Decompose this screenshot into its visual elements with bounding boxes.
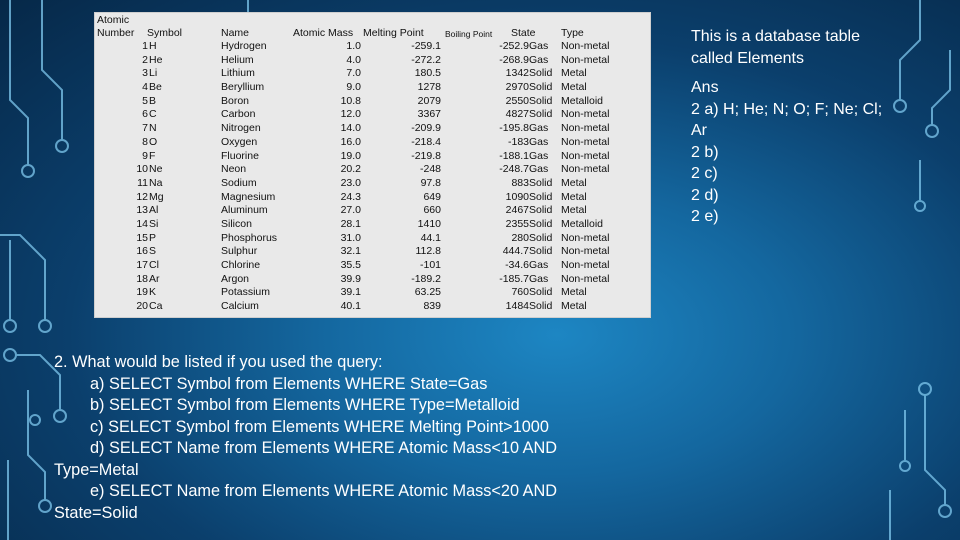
- header-atomic: Atomic: [97, 14, 130, 26]
- name-cell: Beryllium: [221, 81, 265, 94]
- header-boiling-point: Boiling Point: [445, 29, 493, 39]
- symbol-cell: Ar: [149, 272, 160, 285]
- melting-point-cell: 1410: [417, 217, 441, 230]
- boiling-point-cell: -252.9: [499, 40, 529, 52]
- answer-line: 2 d): [691, 186, 719, 204]
- header-atomic-mass: Atomic Mass: [293, 27, 354, 39]
- type-cell: Metalloid: [561, 217, 604, 230]
- answer-line: 2 a) H; He; N; O; F; Ne; Cl;: [691, 100, 883, 118]
- name-cell: Lithium: [221, 67, 255, 80]
- atomic-number-cell: 1: [142, 40, 148, 52]
- answer-line: 2 e): [691, 208, 719, 225]
- boiling-point-cell: 1090: [505, 190, 529, 203]
- symbol-cell: Cl: [149, 259, 159, 271]
- type-cell: Non-metal: [561, 272, 610, 285]
- name-cell: Magnesium: [221, 190, 276, 203]
- name-cell: Calcium: [221, 300, 259, 313]
- melting-point-cell: 3367: [417, 108, 441, 121]
- atomic-number-cell: 7: [142, 122, 148, 135]
- header-number: Number: [97, 27, 135, 39]
- state-cell: Solid: [529, 176, 553, 189]
- column-boiling-point: [465, 40, 529, 314]
- boiling-point-cell: 883: [511, 176, 529, 189]
- boiling-point-cell: 2467: [505, 204, 529, 217]
- header-state: State: [511, 27, 536, 39]
- boiling-point-cell: 2970: [505, 81, 529, 94]
- symbol-cell: Al: [149, 204, 159, 217]
- symbol-cell: Mg: [149, 190, 164, 203]
- column-name: [221, 40, 277, 314]
- boiling-point-cell: -268.9: [499, 53, 529, 66]
- name-cell: Nitrogen: [221, 122, 261, 135]
- boiling-point-cell: -248.7: [499, 163, 529, 176]
- state-cell: Gas: [529, 40, 549, 52]
- symbol-cell: O: [149, 135, 158, 148]
- name-cell: Sulphur: [221, 245, 258, 258]
- name-cell: Chlorine: [221, 259, 261, 271]
- name-cell: Sodium: [221, 176, 257, 189]
- state-cell: Solid: [529, 245, 553, 258]
- symbol-cell: S: [149, 245, 157, 258]
- state-cell: Solid: [529, 81, 553, 94]
- atomic-mass-cell: 24.3: [340, 190, 361, 203]
- atomic-number-cell: 15: [136, 231, 148, 244]
- atomic-mass-cell: 20.2: [340, 163, 361, 176]
- symbol-cell: He: [149, 53, 163, 66]
- atomic-number-cell: 16: [136, 245, 148, 258]
- boiling-point-cell: 2355: [505, 217, 529, 230]
- answers-heading: Ans: [691, 79, 719, 96]
- state-cell: Gas: [529, 122, 549, 135]
- query-b: b) SELECT Symbol from Elements WHERE Type=Metalloid: [90, 396, 520, 414]
- melting-point-cell: -259.1: [411, 40, 441, 52]
- atomic-mass-cell: 23.0: [340, 176, 361, 189]
- atomic-mass-cell: 16.0: [340, 135, 361, 148]
- atomic-number-cell: 8: [142, 135, 148, 148]
- name-cell: Hydrogen: [221, 40, 267, 52]
- melting-point-cell: 839: [423, 300, 441, 313]
- type-cell: Metalloid: [561, 94, 604, 107]
- column-type: [561, 40, 609, 314]
- melting-point-cell: 63.25: [414, 286, 441, 299]
- atomic-number-cell: 4: [142, 81, 148, 94]
- melting-point-cell: 44.1: [420, 231, 441, 244]
- query-c: c) SELECT Symbol from Elements WHERE Melting Point>1000: [90, 417, 549, 436]
- atomic-number-cell: 19: [136, 286, 148, 299]
- atomic-number-cell: 3: [142, 67, 148, 80]
- column-melting-point: [391, 40, 441, 314]
- state-cell: Solid: [529, 300, 553, 313]
- boiling-point-cell: -185.7: [499, 272, 529, 285]
- column-symbol: [149, 40, 164, 314]
- melting-point-cell: -272.2: [411, 53, 441, 66]
- type-cell: Non-metal: [561, 231, 610, 244]
- atomic-number-cell: 20: [136, 300, 148, 313]
- header-melting-point: Melting Point: [363, 27, 424, 39]
- melting-point-cell: 112.8: [415, 245, 441, 258]
- state-cell: Gas: [529, 272, 549, 285]
- state-cell: Solid: [529, 286, 553, 299]
- type-cell: Metal: [561, 300, 587, 313]
- symbol-cell: Li: [149, 67, 158, 80]
- type-cell: Non-metal: [561, 163, 610, 176]
- query-e-continuation: State=Solid: [54, 503, 138, 522]
- atomic-mass-cell: 39.9: [340, 272, 361, 285]
- description-line: This is a database table: [691, 28, 860, 45]
- atomic-mass-cell: 12.0: [340, 108, 361, 121]
- type-cell: Metal: [561, 67, 587, 80]
- name-cell: Boron: [221, 94, 250, 107]
- atomic-mass-cell: 28.1: [340, 217, 361, 230]
- symbol-cell: Si: [149, 217, 159, 230]
- atomic-number-cell: 18: [136, 272, 148, 285]
- type-cell: Non-metal: [561, 259, 610, 271]
- melting-point-cell: -209.9: [411, 122, 441, 135]
- state-cell: Solid: [529, 108, 553, 121]
- symbol-cell: N: [149, 122, 157, 135]
- type-cell: Non-metal: [561, 53, 610, 66]
- boiling-point-cell: -188.1: [499, 149, 529, 162]
- answers-block: [691, 77, 882, 228]
- melting-point-cell: 660: [423, 204, 441, 217]
- boiling-point-cell: 444.7: [502, 245, 529, 258]
- atomic-mass-cell: 35.5: [340, 259, 361, 271]
- boiling-point-cell: 760: [511, 286, 529, 299]
- answer-line: 2 b): [691, 143, 719, 161]
- type-cell: Non-metal: [561, 245, 610, 258]
- name-cell: Oxygen: [221, 135, 258, 148]
- atomic-mass-cell: 4.0: [346, 53, 361, 66]
- symbol-cell: K: [149, 286, 157, 299]
- name-cell: Argon: [221, 272, 250, 285]
- type-cell: Non-metal: [561, 108, 610, 121]
- state-cell: Gas: [529, 135, 549, 148]
- atomic-number-cell: 2: [142, 53, 148, 66]
- state-cell: Solid: [529, 67, 553, 80]
- type-cell: Metal: [561, 286, 587, 299]
- atomic-mass-cell: 27.0: [340, 204, 361, 217]
- melting-point-cell: 1278: [417, 81, 441, 94]
- type-cell: Non-metal: [561, 135, 610, 148]
- boiling-point-cell: 4827: [505, 108, 529, 121]
- boiling-point-cell: -34.6: [505, 259, 529, 271]
- header-name: Name: [221, 27, 250, 39]
- state-cell: Gas: [529, 149, 549, 162]
- boiling-point-cell: 1342: [505, 67, 529, 80]
- melting-point-cell: -219.8: [411, 149, 441, 162]
- header-type: Type: [561, 27, 584, 39]
- type-cell: Metal: [561, 190, 587, 203]
- atomic-number-cell: 14: [136, 217, 148, 230]
- state-cell: Solid: [529, 204, 553, 217]
- melting-point-cell: 97.8: [420, 176, 441, 189]
- symbol-cell: C: [149, 108, 157, 121]
- atomic-mass-cell: 7.0: [346, 67, 361, 80]
- state-cell: Solid: [529, 190, 553, 203]
- symbol-cell: H: [149, 40, 157, 52]
- column-atomic-mass: [315, 40, 361, 314]
- name-cell: Neon: [221, 163, 247, 176]
- atomic-number-cell: 5: [142, 94, 148, 107]
- atomic-number-cell: 13: [136, 204, 148, 217]
- type-cell: Metal: [561, 176, 587, 189]
- name-cell: Phosphorus: [221, 231, 278, 244]
- atomic-mass-cell: 19.0: [340, 149, 361, 162]
- elements-table: [94, 12, 651, 318]
- symbol-cell: Ca: [149, 300, 163, 313]
- symbol-cell: Ne: [149, 163, 163, 176]
- description-line: called Elements: [691, 49, 804, 67]
- atomic-number-cell: 12: [136, 190, 148, 203]
- melting-point-cell: 2079: [417, 94, 441, 107]
- type-cell: Non-metal: [561, 149, 610, 162]
- query-a: a) SELECT Symbol from Elements WHERE State=Gas: [90, 374, 488, 393]
- symbol-cell: P: [149, 231, 157, 244]
- answer-line: 2 c): [691, 165, 718, 182]
- state-cell: Solid: [529, 217, 553, 230]
- atomic-mass-cell: 39.1: [340, 286, 361, 299]
- atomic-mass-cell: 32.1: [340, 245, 361, 258]
- name-cell: Aluminum: [221, 204, 268, 217]
- question-intro: 2. What would be listed if you used the query:: [54, 353, 383, 371]
- type-cell: Non-metal: [561, 40, 610, 52]
- state-cell: Gas: [529, 259, 549, 271]
- atomic-number-cell: 6: [142, 108, 148, 121]
- name-cell: Fluorine: [221, 149, 259, 162]
- atomic-number-cell: 17: [136, 259, 148, 271]
- boiling-point-cell: -183: [507, 135, 529, 148]
- boiling-point-cell: 1484: [505, 300, 529, 313]
- atomic-mass-cell: 1.0: [346, 40, 361, 52]
- atomic-mass-cell: 10.8: [340, 94, 361, 107]
- column-atomic-number: [115, 40, 148, 314]
- type-cell: Non-metal: [561, 122, 610, 135]
- melting-point-cell: -189.2: [411, 272, 441, 285]
- column-state: [529, 40, 552, 314]
- melting-point-cell: 180.5: [414, 67, 441, 80]
- symbol-cell: Be: [149, 81, 162, 94]
- symbol-cell: B: [149, 94, 157, 107]
- melting-point-cell: 649: [423, 190, 441, 203]
- state-cell: Solid: [529, 94, 553, 107]
- melting-point-cell: -101: [419, 259, 441, 271]
- name-cell: Potassium: [221, 286, 271, 299]
- state-cell: Gas: [529, 163, 549, 176]
- table-description: [691, 26, 860, 69]
- symbol-cell: F: [149, 149, 156, 162]
- name-cell: Carbon: [221, 108, 256, 121]
- atomic-mass-cell: 40.1: [340, 300, 361, 313]
- name-cell: Silicon: [221, 217, 252, 230]
- boiling-point-cell: 280: [511, 231, 529, 244]
- boiling-point-cell: 2550: [505, 94, 529, 107]
- symbol-cell: Na: [149, 176, 163, 189]
- question-block: [54, 352, 654, 524]
- state-cell: Solid: [529, 231, 553, 244]
- atomic-mass-cell: 14.0: [340, 122, 361, 135]
- header-symbol: Symbol: [147, 27, 183, 39]
- answer-line: Ar: [691, 122, 707, 139]
- atomic-number-cell: 10: [136, 163, 148, 176]
- query-e: e) SELECT Name from Elements WHERE Atomic Mass<20 AND: [90, 482, 558, 500]
- query-d: d) SELECT Name from Elements WHERE Atomic Mass<10 AND: [90, 439, 558, 457]
- melting-point-cell: -248: [419, 163, 441, 176]
- atomic-number-cell: 9: [142, 149, 148, 162]
- type-cell: Metal: [561, 204, 587, 217]
- atomic-number-cell: 11: [137, 176, 148, 189]
- name-cell: Helium: [221, 53, 254, 66]
- state-cell: Gas: [529, 53, 549, 66]
- boiling-point-cell: -195.8: [499, 122, 529, 135]
- melting-point-cell: -218.4: [411, 135, 441, 148]
- type-cell: Metal: [561, 81, 587, 94]
- atomic-mass-cell: 9.0: [346, 81, 361, 94]
- query-d-continuation: Type=Metal: [54, 460, 139, 479]
- atomic-mass-cell: 31.0: [340, 231, 361, 244]
